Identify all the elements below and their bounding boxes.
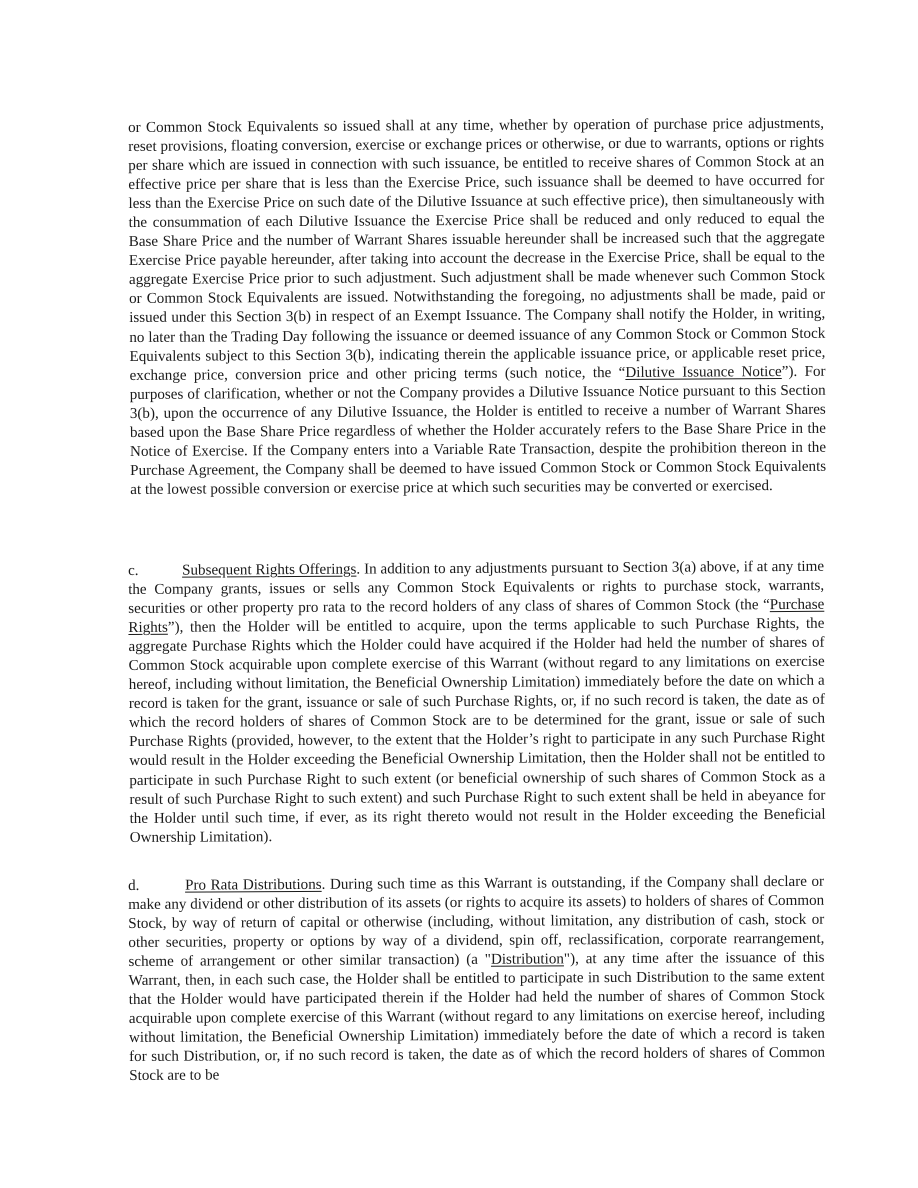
- section-label: c.: [128, 562, 139, 579]
- section-d-pro-rata-distributions: [128, 873, 825, 1087]
- section-heading: Pro Rata Distributions: [185, 876, 322, 894]
- paragraph-text-after: ”). For purposes of clarification, whether or not the Company provides a Dilutive Issuance Notice pursuant to this Section 3(b), upon the occurrence of any Dilutive Issuance, the Holder is entitled to receive a number of Warrant Shares based upon the Base Share Price regardless of whether the Holder accurately refers to the Base Share Price in the Notice of Exercise. If the Company enters into a Variable Rate Transaction, despite the prohibition thereon in the Purchase Agreement, the Company shall be deemed to have issued Common Stock or Common Stock Equivalents at the lowest possible conversion or exercise price at which such securities may be converted or exercised.: [129, 363, 827, 498]
- section-label: d.: [128, 877, 140, 894]
- paragraph-text: or Common Stock Equivalents so issued shall at any time, whether by operation of purchase price adjustments, reset provisions, floating conversion, exercise or exchange prices or otherwise, or due to warrants, options or rights per share which are issued in connection with such issuance, be entitled to receive shares of Common Stock at an effective price per share that is less than the Exercise Price, such issuance shall be deemed to have occurred for less than the Exercise Price on such date of the Dilutive Issuance at such effective price), then simultaneously with the consummation of each Dilutive Issuance the Exercise Price shall be reduced and only reduced to equal the Base Share Price and the number of Warrant Shares issuable hereunder shall be increased such that the aggregate Exercise Price payable hereunder, after taking into account the decrease in the Exercise Price, shall be equal to the aggregate Exercise Price prior to such adjustment. Such adjustment shall be made whenever such Common Stock or Common Stock Equivalents are issued. Notwithstanding the foregoing, no adjustments shall be made, paid or issued under this Section 3(b) in respect of an Exempt Issuance. The Company shall notify the Holder, in writing, no later than the Trading Day following the issuance or deemed issuance of any Common Stock or Common Stock Equivalents subject to this Section 3(b), indicating therein the applicable issuance price, or applicable reset price, exchange price, conversion price and other pricing terms (such notice, the “: [128, 115, 826, 384]
- paragraph-b-continuation: [128, 115, 826, 500]
- section-heading: Subsequent Rights Offerings: [182, 561, 357, 579]
- section-text-2: "), at any time after the issuance of this Warrant, then, in each such case, the Holder shall be entitled to participate in such Distribution to the same extent that the Holder would have participated therein if the Holder had held the number of shares of Common Stock acquirable upon complete exercise of this Warrant (without regard to any limitations on exercise hereof, including without limitation, the Beneficial Ownership Limitation) immediately before the date of which a record is taken for such Distribution, or, if no such record is taken, the date as of which the record holders of shares of Common Stock are to be: [128, 949, 826, 1085]
- section-c-subsequent-rights-offerings: [128, 558, 826, 848]
- section-text-1: . During such time as this Warrant is outstanding, if the Company shall declare or make any dividend or other distribution of its assets (or rights to acquire its assets) to holders of shares of Common Stock, by way of return of capital or otherwise (including, without limitation, any distribution of cash, stock or other securities, property or options by way of a dividend, spin off, reclassification, corporate rearrangement, scheme of arrangement or other similar transaction) (a ": [128, 873, 825, 971]
- defined-term-dilutive-issuance-notice: Dilutive Issuance Notice: [625, 363, 782, 381]
- section-text-2: ”), then the Holder will be entitled to acquire, upon the terms applicable to such Purchase Rights, the aggregate Purchase Rights which the Holder could have acquired if the Holder had held the number of shares of Common Stock acquirable upon complete exercise of this Warrant (without regard to any limitations on exercise hereof, including without limitation, the Beneficial Ownership Limitation) immediately before the date on which a record is taken for the grant, issuance or sale of such Purchase Rights, or, if no such record is taken, the date as of which the record holders of shares of Common Stock are to be determined for the grant, issue or sale of such Purchase Rights (provided, however, to the extent that the Holder’s right to participate in any such Purchase Right would result in the Holder exceeding the Beneficial Ownership Limitation, then the Holder shall not be entitled to participate in such Purchase Right to such extent (or beneficial ownership of such shares of Common Stock as a result of such Purchase Right to such extent) and such Purchase Right to such extent shall be held in abeyance for the Holder until such time, if ever, as its right thereto would not result in the Holder exceeding the Beneficial Ownership Limitation).: [128, 615, 826, 846]
- defined-term-purchase-rights: Purchase Rights: [128, 596, 825, 637]
- defined-term-distribution: Distribution: [490, 951, 564, 968]
- section-text-1: . In addition to any adjustments pursuant to Section 3(a) above, if at any time the Company grants, issues or sells any Common Stock Equivalents or rights to purchase stock, warrants, securities or other property pro rata to the record holders of any class of shares of Common Stock (the “: [128, 558, 825, 618]
